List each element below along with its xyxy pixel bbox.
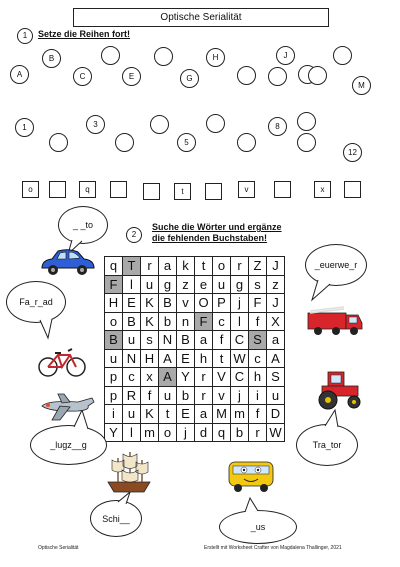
grid-cell[interactable]: A [267, 350, 285, 369]
grid-cell[interactable]: V [213, 368, 231, 387]
square-cell: v [238, 181, 255, 198]
grid-cell[interactable]: g [231, 276, 249, 295]
circle-cell: J [276, 46, 295, 65]
circle-cell: 5 [177, 133, 196, 152]
circle-cell: B [42, 49, 61, 68]
bubble-bus: _us [219, 510, 297, 544]
task-number-1: 1 [17, 28, 33, 44]
grid-cell[interactable]: k [177, 257, 195, 276]
grid-cell[interactable]: l [123, 424, 141, 443]
ship-icon [104, 450, 154, 496]
grid-cell[interactable]: a [195, 331, 213, 350]
grid-cell[interactable]: E [177, 405, 195, 424]
grid-cell[interactable]: u [105, 350, 123, 369]
grid-cell[interactable]: F [105, 276, 123, 295]
grid-cell[interactable]: h [195, 350, 213, 369]
bubble-feuerwehr: _euerwe_r [305, 244, 367, 286]
circle-cell: 8 [268, 117, 287, 136]
grid-cell[interactable]: s [141, 331, 159, 350]
grid-cell[interactable]: r [249, 424, 267, 443]
grid-cell[interactable]: t [213, 350, 231, 369]
grid-cell[interactable]: h [249, 368, 267, 387]
grid-cell[interactable]: m [141, 424, 159, 443]
tractor-icon [314, 368, 362, 410]
grid-cell[interactable]: p [105, 387, 123, 406]
grid-cell[interactable]: M [213, 405, 231, 424]
circle-cell: 3 [86, 115, 105, 134]
grid-cell[interactable]: t [159, 405, 177, 424]
grid-cell[interactable]: o [159, 424, 177, 443]
grid-cell[interactable]: s [249, 276, 267, 295]
square-cell: o [22, 181, 39, 198]
grid-cell[interactable]: u [213, 276, 231, 295]
grid-cell[interactable]: x [141, 368, 159, 387]
grid-cell[interactable]: N [123, 350, 141, 369]
grid-cell[interactable]: j [231, 294, 249, 313]
grid-cell[interactable]: c [123, 368, 141, 387]
grid-cell[interactable]: Y [105, 424, 123, 443]
grid-cell[interactable]: P [213, 294, 231, 313]
grid-cell[interactable]: u [141, 276, 159, 295]
grid-cell[interactable]: i [105, 405, 123, 424]
grid-cell[interactable]: u [159, 387, 177, 406]
grid-cell[interactable]: f [141, 387, 159, 406]
grid-cell[interactable]: E [177, 350, 195, 369]
grid-cell[interactable]: g [159, 276, 177, 295]
grid-cell[interactable]: o [213, 257, 231, 276]
grid-cell[interactable]: d [195, 424, 213, 443]
task2-heading-line2: die fehlenden Buchstaben! [152, 233, 268, 243]
grid-cell[interactable]: o [105, 313, 123, 332]
bus-icon [226, 456, 276, 496]
grid-cell[interactable]: b [231, 424, 249, 443]
grid-cell[interactable]: W [267, 424, 285, 443]
car-icon [38, 248, 98, 278]
grid-cell[interactable]: r [141, 257, 159, 276]
bubble-fahrrad: Fa_r_ad [6, 281, 66, 323]
circle-cell: E [122, 67, 141, 86]
grid-cell[interactable]: a [195, 405, 213, 424]
grid-cell[interactable]: R [123, 387, 141, 406]
grid-cell[interactable]: T [123, 257, 141, 276]
grid-cell[interactable]: r [195, 387, 213, 406]
grid-cell[interactable]: z [267, 276, 285, 295]
square-cell: x [314, 181, 331, 198]
grid-cell[interactable]: m [231, 405, 249, 424]
grid-cell[interactable]: b [159, 313, 177, 332]
circle-cell: G [180, 69, 199, 88]
grid-cell[interactable]: l [123, 276, 141, 295]
grid-cell[interactable]: B [177, 331, 195, 350]
bubble-auto: _ _to [58, 206, 108, 244]
grid-cell[interactable]: N [159, 331, 177, 350]
grid-cell[interactable]: J [267, 257, 285, 276]
grid-cell[interactable]: j [177, 424, 195, 443]
square-cell: t [174, 183, 191, 200]
grid-cell[interactable]: p [105, 368, 123, 387]
grid-cell[interactable]: Z [249, 257, 267, 276]
grid-cell[interactable]: e [195, 276, 213, 295]
grid-cell[interactable]: K [141, 313, 159, 332]
grid-cell[interactable]: q [105, 257, 123, 276]
grid-cell[interactable]: r [195, 368, 213, 387]
grid-cell[interactable]: X [267, 313, 285, 332]
grid-cell[interactable]: B [105, 331, 123, 350]
grid-cell[interactable]: K [141, 294, 159, 313]
grid-cell[interactable]: q [213, 424, 231, 443]
grid-cell[interactable]: u [267, 387, 285, 406]
grid-cell[interactable]: f [249, 405, 267, 424]
circle-cell: M [352, 76, 371, 95]
footer-credit: Erstellt mit Worksheet Crafter von Magdalena Thallinger, 2021 [204, 545, 342, 551]
circle-cell: A [10, 65, 29, 84]
task1-heading: Setze die Reihen fort! [38, 29, 131, 39]
task-number-2: 2 [126, 227, 142, 243]
grid-cell[interactable]: v [213, 387, 231, 406]
grid-cell[interactable]: C [231, 368, 249, 387]
grid-cell[interactable]: D [267, 405, 285, 424]
grid-cell[interactable]: B [159, 294, 177, 313]
grid-cell[interactable]: f [213, 331, 231, 350]
grid-cell[interactable]: B [123, 313, 141, 332]
grid-cell[interactable]: j [231, 387, 249, 406]
fire-truck-icon [306, 305, 364, 337]
grid-cell[interactable]: H [141, 350, 159, 369]
grid-cell[interactable]: H [105, 294, 123, 313]
square-cell: q [79, 181, 96, 198]
grid-cell[interactable]: f [249, 313, 267, 332]
grid-cell[interactable]: O [195, 294, 213, 313]
grid-cell[interactable]: n [177, 313, 195, 332]
grid-cell[interactable]: Y [177, 368, 195, 387]
grid-cell[interactable]: c [213, 313, 231, 332]
bubble-schiff: Schi__ [90, 500, 142, 537]
grid-cell[interactable]: W [231, 350, 249, 369]
grid-cell[interactable]: J [267, 294, 285, 313]
grid-cell[interactable]: S [249, 331, 267, 350]
bubble-traktor: Tra_tor [296, 424, 358, 466]
bicycle-icon [38, 345, 86, 377]
bubble-flugzeug: _lugz__g [30, 425, 107, 465]
grid-cell[interactable]: C [231, 331, 249, 350]
grid-cell[interactable]: E [123, 294, 141, 313]
grid-cell[interactable]: u [123, 405, 141, 424]
circle-cell: C [73, 67, 92, 86]
grid-cell[interactable]: a [267, 331, 285, 350]
circle-cell: H [206, 48, 225, 67]
grid-cell[interactable]: r [231, 257, 249, 276]
grid-cell[interactable]: a [159, 257, 177, 276]
circle-cell: 1 [15, 118, 34, 137]
grid-cell[interactable]: b [177, 387, 195, 406]
grid-cell[interactable]: t [195, 257, 213, 276]
airplane-icon [38, 390, 98, 424]
task2-heading-line1: Suche die Wörter und ergänze [152, 222, 282, 232]
circle-cell: 12 [343, 143, 362, 162]
grid-cell[interactable]: i [249, 387, 267, 406]
grid-cell[interactable]: A [159, 350, 177, 369]
grid-cell[interactable]: F [195, 313, 213, 332]
grid-cell[interactable]: z [177, 276, 195, 295]
grid-cell[interactable]: K [141, 405, 159, 424]
grid-cell[interactable]: S [267, 368, 285, 387]
grid-cell[interactable]: c [249, 350, 267, 369]
grid-cell[interactable]: v [177, 294, 195, 313]
grid-cell[interactable]: F [249, 294, 267, 313]
grid-cell[interactable]: u [123, 331, 141, 350]
worksheet-title: Optische Serialität [73, 8, 329, 27]
grid-cell[interactable]: A [159, 368, 177, 387]
grid-cell[interactable]: l [231, 313, 249, 332]
footer-left: Optische Serialität [38, 545, 79, 551]
